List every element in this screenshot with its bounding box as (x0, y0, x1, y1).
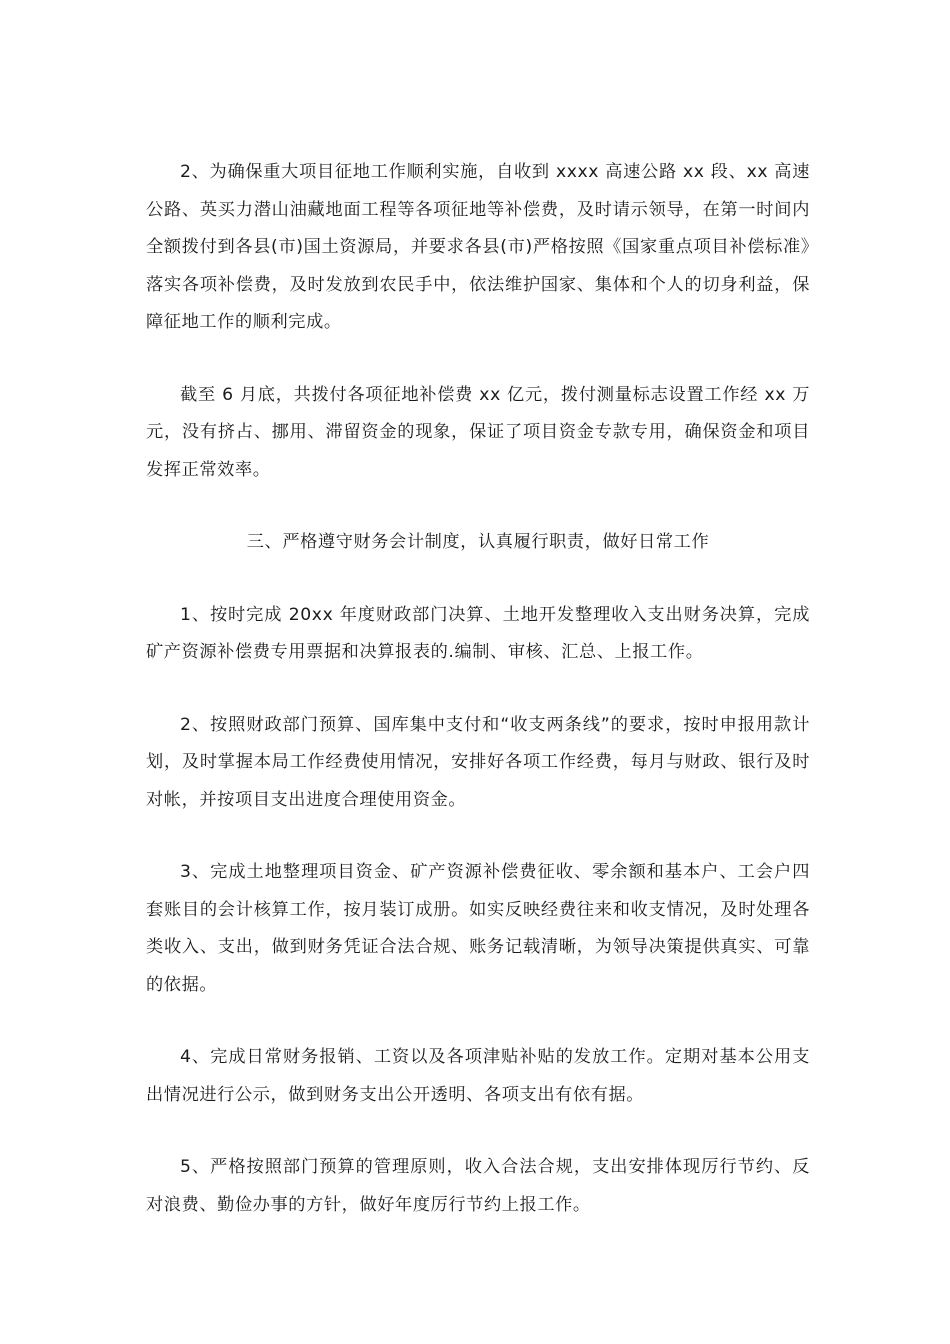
paragraph-funds-summary: 截至 6 月底，共拨付各项征地补偿费 xx 亿元，拨付测量标志设置工作经 xx 万元，没有挤占、挪用、滞留资金的现象，保证了项目资金专款专用，确保资金和项目发挥正常效率。 (146, 384, 810, 480)
list-item-1: 1、按时完成 20xx 年度财政部门决算、土地开发整理收入支出财务决算，完成矿产资源补偿费专用票据和决算报表的.编制、审核、汇总、上报工作。 (146, 604, 810, 662)
paragraph-land-compensation: 2、为确保重大项目征地工作顺利实施，自收到 xxxx 高速公路 xx 段、xx 高速公路、英买力潜山油藏地面工程等各项征地等补偿费，及时请示领导，在第一时间内全额拨付到各县(市)国土资源局，并要求各县(市)严格按照《国家重点项目补偿标准》落实各项补偿费，及时发放到农民手中，依法维护国家、集体和个人的切身利益，保障征地工作的顺利完成。 (146, 162, 810, 332)
list-item-4: 4、完成日常财务报销、工资以及各项津贴补贴的发放工作。定期对基本公用支出情况进行公示，做到财务支出公开透明、各项支出有依有据。 (146, 1047, 810, 1105)
section-heading: 三、严格遵守财务会计制度，认真履行职责，做好日常工作 (246, 532, 710, 552)
list-item-5: 5、严格按照部门预算的管理原则，收入合法合规，支出安排体现厉行节约、反对浪费、勤俭办事的方针，做好年度厉行节约上报工作。 (146, 1157, 810, 1215)
list-item-3: 3、完成土地整理项目资金、矿产资源补偿费征收、零余额和基本户、工会户四套账目的会计核算工作，按月装订成册。如实反映经费往来和收支情况，及时处理各类收入、支出，做到财务凭证合法合规、账务记载清晰，为领导决策提供真实、可靠的依据。 (146, 862, 810, 995)
document-body (146, 154, 810, 1259)
list-item-2: 2、按照财政部门预算、国库集中支付和“收支两条线”的要求，按时申报用款计划，及时掌握本局工作经费使用情况，安排好各项工作经费，每月与财政、银行及时对帐，并按项目支出进度合理使用资金。 (146, 714, 810, 810)
